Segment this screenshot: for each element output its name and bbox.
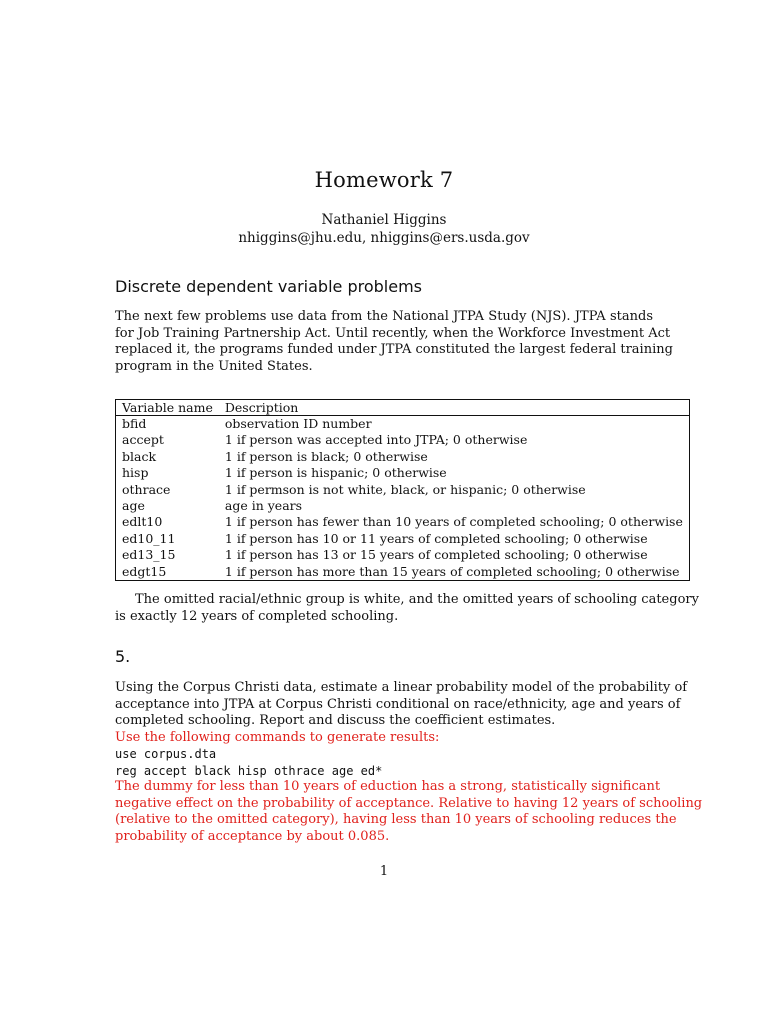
variable-description: 1 if person is black; 0 otherwise bbox=[224, 448, 428, 464]
variable-description: age in years bbox=[224, 498, 303, 514]
page-number: 1 bbox=[379, 864, 389, 879]
question-line: Using the Corpus Christi data, estimate a linear probability model of the probability of bbox=[115, 680, 688, 695]
variable-description: 1 if person has more than 15 years of completed schooling; 0 otherwise bbox=[224, 563, 680, 579]
table-header-row bbox=[116, 400, 690, 416]
variable-name: hisp bbox=[122, 465, 149, 481]
omitted-note bbox=[115, 592, 699, 625]
question-line: acceptance into JTPA at Corpus Christi conditional on race/ethnicity, age and years of bbox=[115, 696, 681, 712]
intro-line: program in the United States. bbox=[115, 358, 313, 374]
answer-line: The dummy for less than 10 years of eduction has a strong, statistically significant bbox=[115, 779, 661, 794]
question-line: completed schooling. Report and discuss the coefficient estimates. bbox=[115, 713, 556, 728]
table-row bbox=[116, 416, 690, 433]
instruction-line: Use the following commands to generate results: bbox=[115, 729, 440, 745]
variable-description: 1 if person has 10 or 11 years of completed schooling; 0 otherwise bbox=[224, 530, 648, 546]
variable-description: 1 if person has fewer than 10 years of completed schooling; 0 otherwise bbox=[224, 514, 683, 530]
table-row bbox=[116, 531, 690, 547]
answer-line: probability of acceptance by about 0.085. bbox=[115, 828, 390, 844]
variable-name: black bbox=[122, 448, 157, 464]
header-variable-name: Variable name bbox=[116, 400, 219, 416]
variable-name: age bbox=[122, 498, 145, 514]
table-row bbox=[116, 514, 690, 530]
table-row bbox=[116, 564, 690, 581]
intro-line: replaced it, the programs funded under JTPA constituted the largest federal training bbox=[115, 342, 673, 357]
variable-description: 1 if person has 13 or 15 years of completed schooling; 0 otherwise bbox=[224, 547, 648, 563]
variable-name: edgt15 bbox=[122, 563, 167, 579]
table-row bbox=[116, 449, 690, 465]
section-heading: Discrete dependent variable problems bbox=[115, 277, 422, 296]
table-row bbox=[116, 482, 690, 498]
problem-number: 5. bbox=[115, 647, 131, 666]
table-row bbox=[116, 432, 690, 448]
variable-table bbox=[115, 399, 690, 581]
table-row bbox=[116, 498, 690, 514]
author-name: Nathaniel Higgins bbox=[321, 212, 447, 228]
variable-description: 1 if permson is not white, black, or hispanic; 0 otherwise bbox=[224, 481, 586, 497]
omitted-line: is exactly 12 years of completed schooling. bbox=[115, 608, 399, 624]
command-line: reg accept black hisp othrace age ed* bbox=[115, 763, 383, 778]
header-description: Description bbox=[219, 400, 689, 416]
table-row bbox=[116, 547, 690, 563]
variable-name: othrace bbox=[122, 481, 171, 497]
answer-line: negative effect on the probability of acceptance. Relative to having 12 years of schooling bbox=[115, 795, 703, 811]
variable-description: 1 if person is hispanic; 0 otherwise bbox=[224, 465, 447, 481]
variable-name: ed10_11 bbox=[122, 530, 176, 546]
table-row bbox=[116, 465, 690, 481]
problem-body bbox=[115, 680, 703, 845]
command-line: use corpus.dta bbox=[115, 747, 217, 761]
answer-line: (relative to the omitted category), having less than 10 years of schooling reduces the bbox=[115, 812, 677, 827]
intro-line: The next few problems use data from the National JTPA Study (NJS). JTPA stands bbox=[115, 309, 653, 324]
intro-paragraph bbox=[115, 309, 673, 375]
variable-name: bfid bbox=[122, 416, 147, 431]
omitted-line: The omitted racial/ethnic group is white, and the omitted years of schooling category bbox=[135, 592, 699, 607]
variable-name: edlt10 bbox=[122, 514, 163, 530]
variable-name: accept bbox=[122, 432, 164, 448]
page-title: Homework 7 bbox=[314, 168, 454, 192]
variable-name: ed13_15 bbox=[122, 547, 176, 563]
author-emails: nhiggins@jhu.edu, nhiggins@ers.usda.gov bbox=[238, 230, 530, 246]
variable-description: 1 if person was accepted into JTPA; 0 otherwise bbox=[224, 432, 528, 448]
variable-description: observation ID number bbox=[224, 416, 372, 431]
intro-line: for Job Training Partnership Act. Until recently, when the Workforce Investment Act bbox=[115, 325, 671, 341]
